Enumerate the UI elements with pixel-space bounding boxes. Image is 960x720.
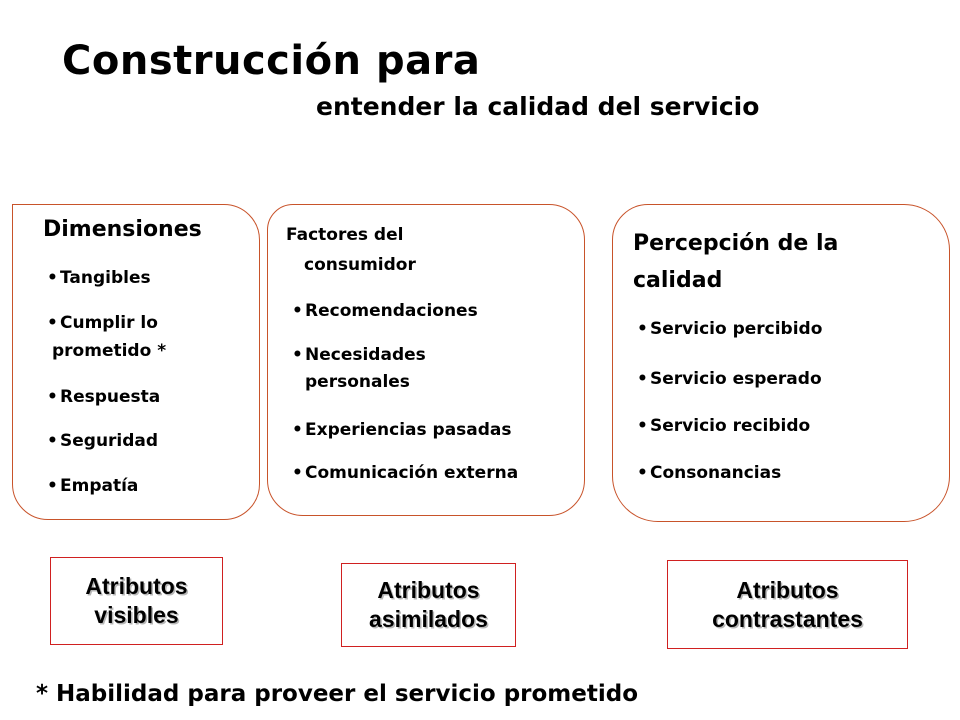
dimensiones-heading: Dimensiones (43, 217, 202, 242)
list-item: • Servicio recibido (637, 416, 811, 436)
list-item: • Tangibles (47, 268, 151, 288)
list-item: • Consonancias (637, 463, 782, 483)
list-item: • Necesidades (292, 345, 426, 365)
list-item: • Cumplir lo (47, 313, 158, 333)
list-item: • Servicio percibido (637, 319, 823, 339)
list-item: • Servicio esperado (637, 369, 822, 389)
atributos-contrastantes-label: Atributos contrastantes (667, 560, 908, 649)
list-item: • Recomendaciones (292, 301, 478, 321)
list-item: • Seguridad (47, 431, 159, 451)
factores-heading-line1: Factores del (286, 225, 404, 245)
list-item: • Comunicación externa (292, 463, 519, 483)
percepcion-heading-line2: calidad (633, 268, 723, 293)
atributos-visibles-label: Atributos visibles (50, 557, 223, 645)
atributos-asimilados-label: Atributos asimilados (341, 563, 516, 647)
list-item: • Respuesta (47, 387, 161, 407)
dimensiones-panel (12, 204, 260, 520)
factores-heading-line2: consumidor (304, 255, 416, 275)
list-item: • Experiencias pasadas (292, 420, 512, 440)
footnote: * Habilidad para proveer el servicio prometido (36, 681, 639, 707)
list-item: • Empatía (47, 476, 139, 496)
slide-title: Construcción para (62, 38, 481, 84)
list-item-continuation: personales (305, 372, 410, 392)
list-item-continuation: prometido * (52, 341, 167, 361)
slide-subtitle: entender la calidad del servicio (316, 92, 760, 121)
percepcion-heading-line1: Percepción de la (633, 231, 839, 256)
